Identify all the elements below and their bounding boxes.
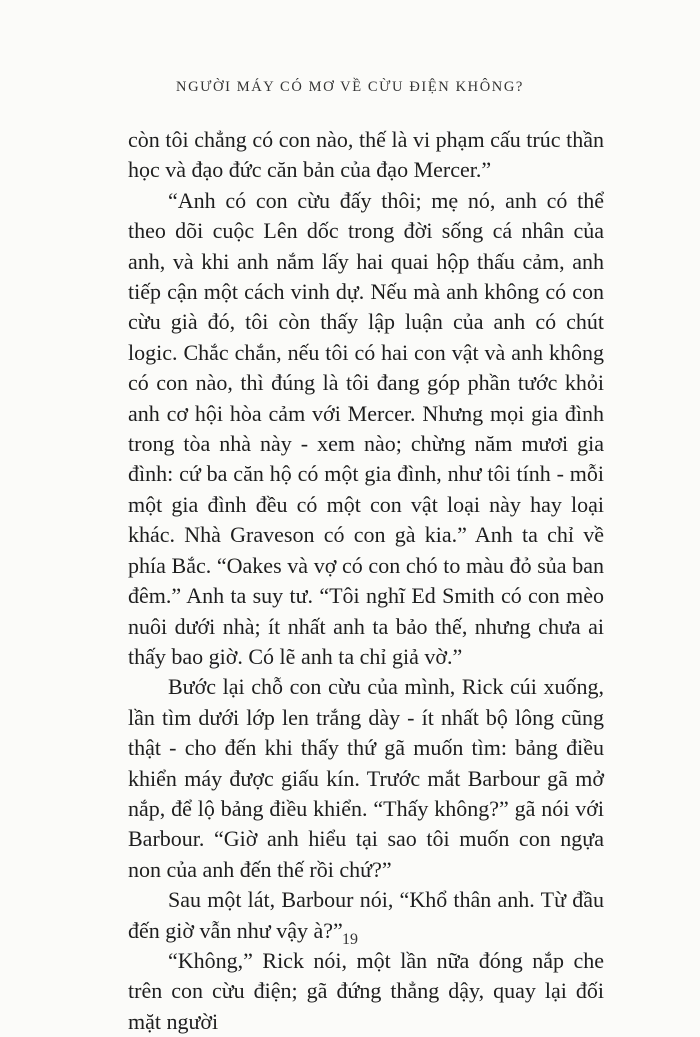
- page-number: 19: [342, 931, 358, 948]
- body-text: [128, 125, 604, 1037]
- paragraph-continuation: còn tôi chẳng có con nào, thế là vi phạm cấu trúc thần học và đạo đức căn bản của đạo Mercer.”: [128, 127, 604, 183]
- paragraph: Sau một lát, Barbour nói, “Khổ thân anh. Từ đầu đến giờ vẫn như vậy à?”: [128, 887, 604, 943]
- paragraph: “Không,” Rick nói, một lần nữa đóng nắp che trên con cừu điện; gã đứng thẳng dậy, quay lại đối mặt người: [128, 947, 604, 1034]
- paragraph: Bước lại chỗ con cừu của mình, Rick cúi xuống, lần tìm dưới lớp len trắng dày - ít nhất bộ lông cũng thật - cho đến khi thấy thứ gã muốn tìm: bảng điều khiển máy được giấu kín. Trước mắt Barbour gã mở nắp, để lộ bảng điều khiển. “Thấy không?” gã nói với Barbour. “Giờ anh hiểu tại sao tôi muốn con ngựa non của anh đến thế rồi chứ?”: [128, 674, 604, 882]
- running-header: NGƯỜI MÁY CÓ MƠ VỀ CỪU ĐIỆN KHÔNG?: [176, 79, 524, 95]
- paragraph: “Anh có con cừu đấy thôi; mẹ nó, anh có thể theo dõi cuộc Lên dốc trong đời sống cá nhân của anh, và khi anh nắm lấy hai quai hộp thấu cảm, anh tiếp cận một cách vinh dự. Nếu mà anh không có con cừu già đó, tôi còn thấy lập luận của anh có chút logic. Chắc chắn, nếu tôi có hai con vật và anh không có con nào, thì đúng là tôi đang góp phần tước khỏi anh cơ hội hòa cảm với Mercer. Nhưng mọi gia đình trong tòa nhà này - xem nào; chừng năm mươi gia đình: cứ ba căn hộ có một gia đình, như tôi tính - mỗi một gia đình đều có một con vật loại này hay loại khác. Nhà Graveson có con gà kia.” Anh ta chỉ về phía Bắc. “Oakes và vợ có con chó to màu đỏ sủa ban đêm.” Anh ta suy tư. “Tôi nghĩ Ed Smith có con mèo nuôi dưới nhà; ít nhất anh ta bảo thế, nhưng chưa ai thấy bao giờ. Có lẽ anh ta chỉ giả vờ.”: [128, 187, 604, 669]
